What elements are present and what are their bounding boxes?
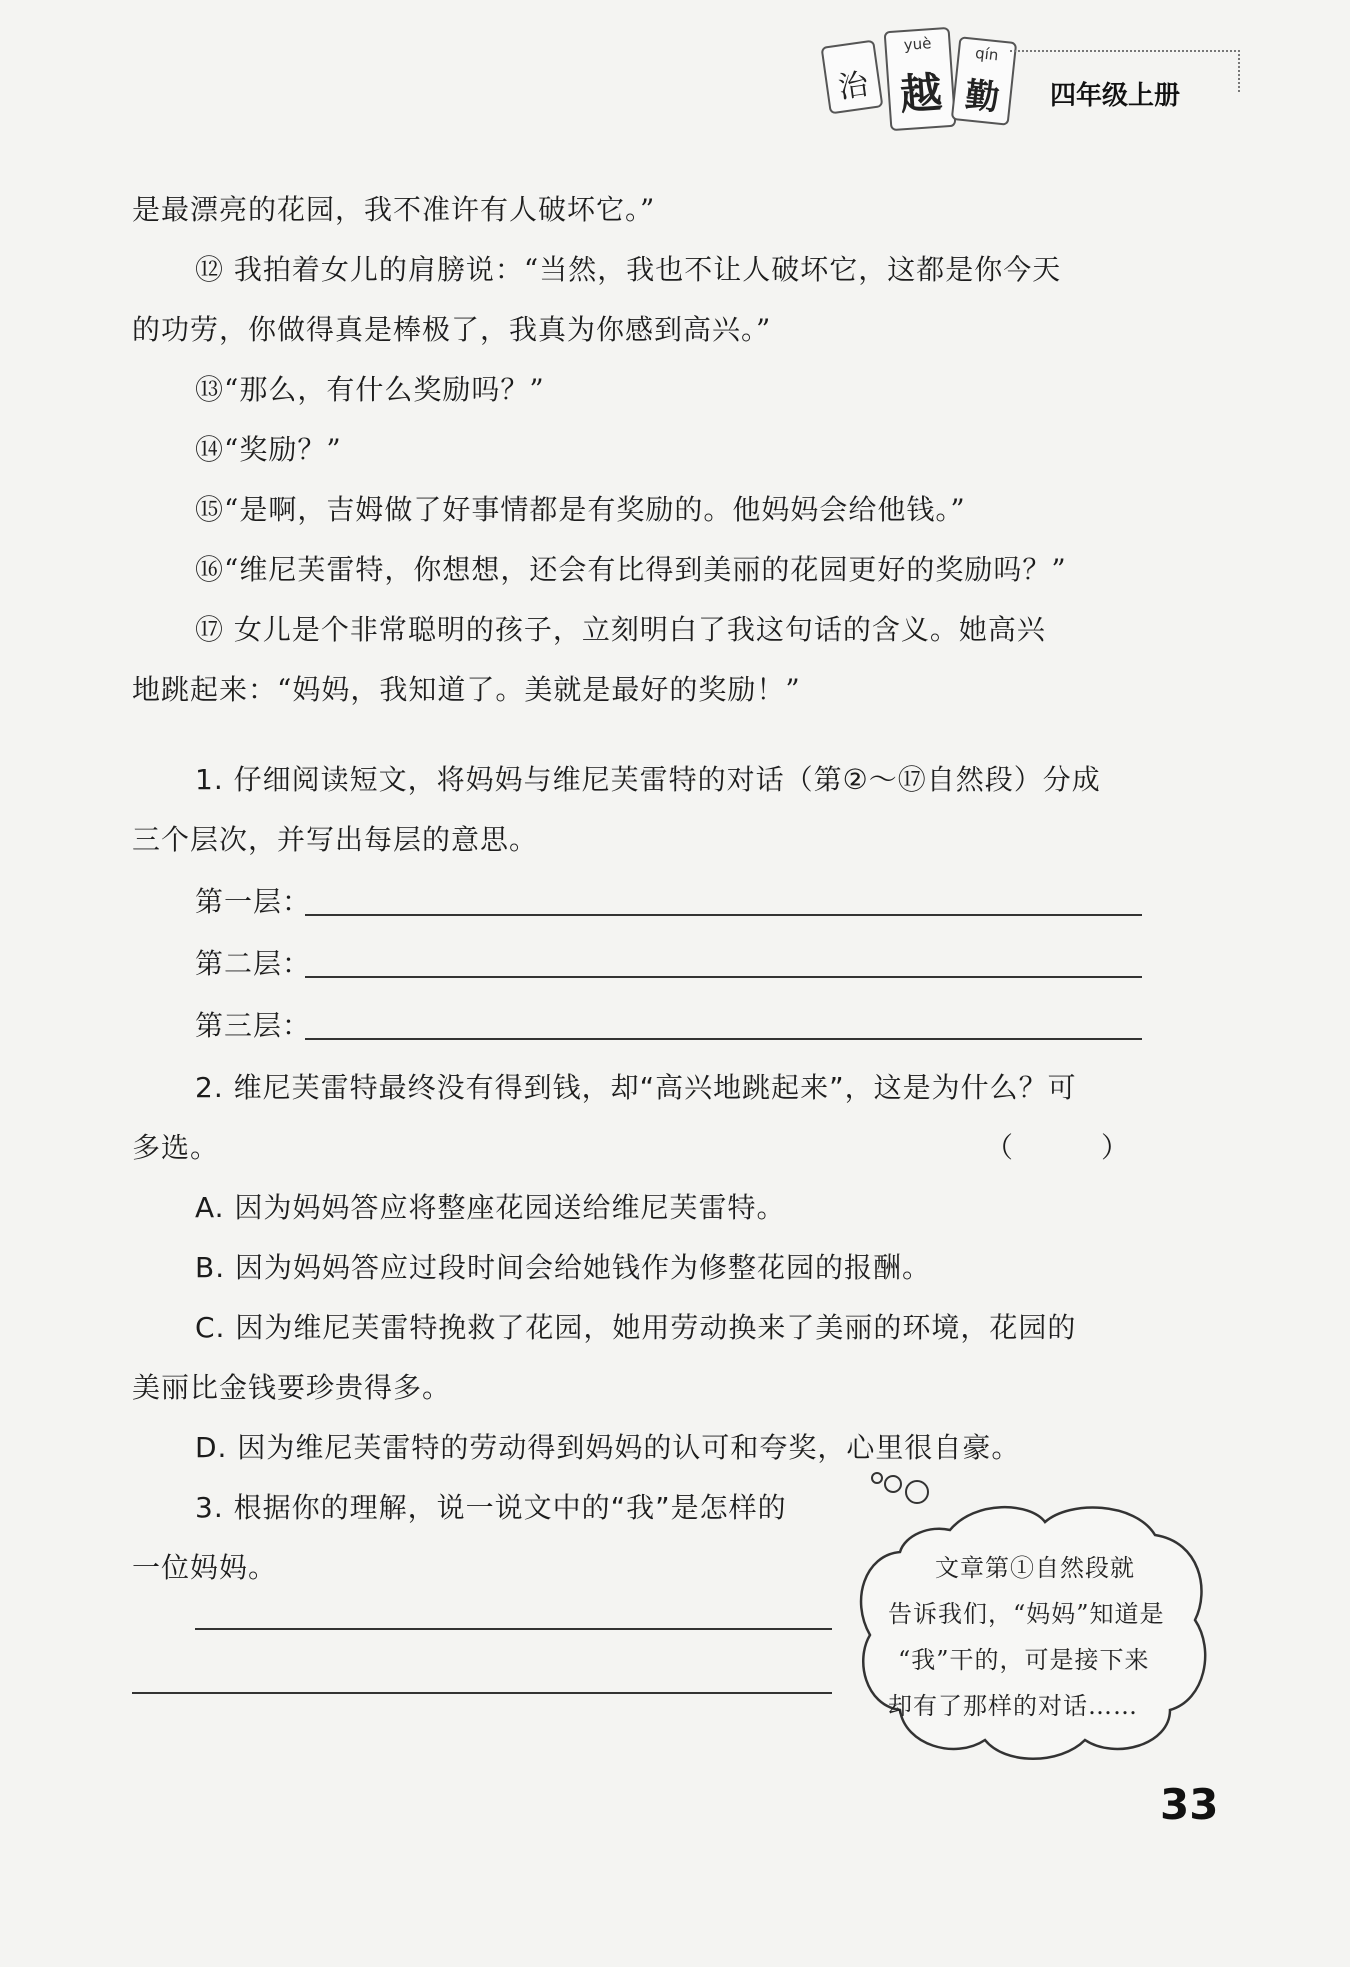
passage-line: ⑮“是啊，吉姆做了好事情都是有奖励的。他妈妈会给他钱。” bbox=[195, 493, 966, 526]
question-3-text: 3. 根据你的理解，说一说文中的“我”是怎样的 bbox=[195, 1491, 787, 1524]
question-3-text: 一位妈妈。 bbox=[132, 1551, 278, 1584]
page-number: 33 bbox=[1160, 1780, 1219, 1829]
option-d: D. 因为维尼芙雷特的劳动得到妈妈的认可和夸奖，心里很自豪。 bbox=[195, 1431, 1021, 1464]
option-a: A. 因为妈妈答应将整座花园送给维尼芙雷特。 bbox=[195, 1191, 786, 1224]
layer-1-answer-line[interactable] bbox=[305, 914, 1142, 916]
passage-line: ⑭“奖励？” bbox=[195, 433, 342, 466]
layer-2-answer-line[interactable] bbox=[305, 976, 1142, 978]
question-1-text: 1. 仔细阅读短文，将妈妈与维尼芙雷特的对话（第②～⑰自然段）分成 bbox=[195, 763, 1101, 796]
passage-line: ⑰ 女儿是个非常聪明的孩子，立刻明白了我这句话的含义。她高兴 bbox=[195, 613, 1046, 646]
layer-3-label: 第三层： bbox=[195, 1009, 312, 1042]
logo-tile-yue: yuè 越 bbox=[884, 27, 957, 131]
hint-line: 告诉我们，“妈妈”知道是 bbox=[888, 1600, 1165, 1628]
option-b: B. 因为妈妈答应过段时间会给她钱作为修整花园的报酬。 bbox=[195, 1251, 932, 1284]
hint-line: “我”干的，可是接下来 bbox=[898, 1646, 1150, 1674]
hint-line: 文章第①自然段就 bbox=[935, 1554, 1135, 1582]
layer-3-answer-line[interactable] bbox=[305, 1038, 1142, 1040]
option-c: C. 因为维尼芙雷特挽救了花园，她用劳动换来了美丽的环境，花园的 bbox=[195, 1311, 1077, 1344]
series-logo bbox=[795, 25, 1002, 135]
passage-line: 的功劳，你做得真是棒极了，我真为你感到高兴。” bbox=[132, 313, 772, 346]
option-c-continued: 美丽比金钱要珍贵得多。 bbox=[132, 1371, 452, 1404]
question-3-answer-line[interactable] bbox=[132, 1692, 832, 1694]
passage-line: ⑬“那么，有什么奖励吗？” bbox=[195, 373, 545, 406]
layer-1-label: 第一层： bbox=[195, 885, 312, 918]
passage-line: ⑫ 我拍着女儿的肩膀说：“当然，我也不让人破坏它，这都是你今天 bbox=[195, 253, 1062, 286]
logo-tile-zhi: 治 bbox=[821, 40, 884, 115]
question-2-text: 多选。 bbox=[132, 1131, 220, 1164]
passage-line: 地跳起来：“妈妈，我知道了。美就是最好的奖励！” bbox=[132, 673, 801, 706]
layer-2-label: 第二层： bbox=[195, 947, 312, 980]
passage-line: 是最漂亮的花园，我不准许有人破坏它。” bbox=[132, 193, 656, 226]
question-1-text: 三个层次，并写出每层的意思。 bbox=[132, 823, 539, 856]
passage-line: ⑯“维尼芙雷特，你想想，还会有比得到美丽的花园更好的奖励吗？” bbox=[195, 553, 1067, 586]
grade-label: 四年级上册 bbox=[1050, 75, 1186, 112]
answer-bracket[interactable]: （ ） bbox=[985, 1131, 1131, 1164]
hint-line: 却有了那样的对话…… bbox=[888, 1692, 1138, 1720]
logo-tile-qin: qín 勤 bbox=[951, 36, 1017, 126]
question-3-answer-line[interactable] bbox=[195, 1628, 832, 1630]
question-2-text: 2. 维尼芙雷特最终没有得到钱，却“高兴地跳起来”，这是为什么？可 bbox=[195, 1071, 1077, 1104]
